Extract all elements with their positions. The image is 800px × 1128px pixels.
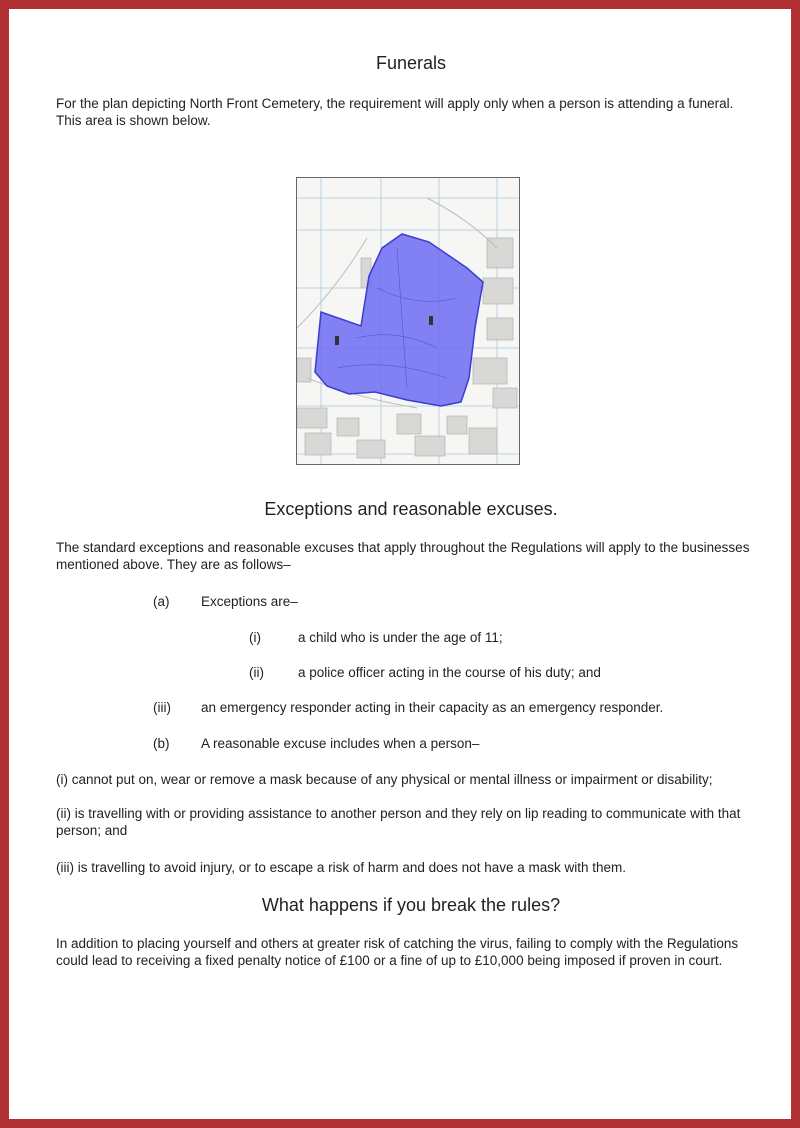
cemetery-map xyxy=(296,177,520,465)
item-i-text: a child who is under the age of 11; xyxy=(298,630,503,645)
item-i-marker: (i) xyxy=(249,630,261,645)
excuse-1: (i) cannot put on, wear or remove a mask because of any physical or mental illness or impairment or disability; xyxy=(56,772,713,787)
exceptions-intro: The standard exceptions and reasonable excuses that apply throughout the Regulations will apply to the businesses mentioned above. They are as follows– xyxy=(56,540,750,572)
item-a-text: Exceptions are– xyxy=(201,594,298,609)
item-b-text: A reasonable excuse includes when a person– xyxy=(201,736,480,751)
chapel-marker-icon xyxy=(335,336,339,345)
cemetery-map-image xyxy=(297,178,519,464)
item-iii-text: an emergency responder acting in their capacity as an emergency responder. xyxy=(201,700,664,715)
chapel-marker-icon xyxy=(429,316,433,325)
rules-heading: What happens if you break the rules? xyxy=(261,895,561,915)
funerals-heading: Funerals xyxy=(375,53,447,73)
funerals-intro: For the plan depicting North Front Cemetery, the requirement will apply only when a person is attending a funeral. This area is shown below. xyxy=(56,96,734,128)
exceptions-heading: Exceptions and reasonable excuses. xyxy=(264,499,558,519)
item-b-marker: (b) xyxy=(153,736,170,751)
excuse-3: (iii) is travelling to avoid injury, or to escape a risk of harm and does not have a mask with them. xyxy=(56,860,627,875)
item-ii-marker: (ii) xyxy=(249,665,264,680)
item-ii-text: a police officer acting in the course of his duty; and xyxy=(298,665,601,680)
rules-text: In addition to placing yourself and others at greater risk of catching the virus, failing to comply with the Regulations could lead to receiving a fixed penalty notice of £100 or a fine of up to £10,000 being imposed if proven in court. xyxy=(56,936,739,968)
item-a-marker: (a) xyxy=(153,594,170,609)
item-iii-marker: (iii) xyxy=(153,700,171,715)
cemetery-area xyxy=(315,234,483,406)
excuse-2: (ii) is travelling with or providing assistance to another person and they rely on lip reading to communicate with that person; and xyxy=(56,806,741,838)
